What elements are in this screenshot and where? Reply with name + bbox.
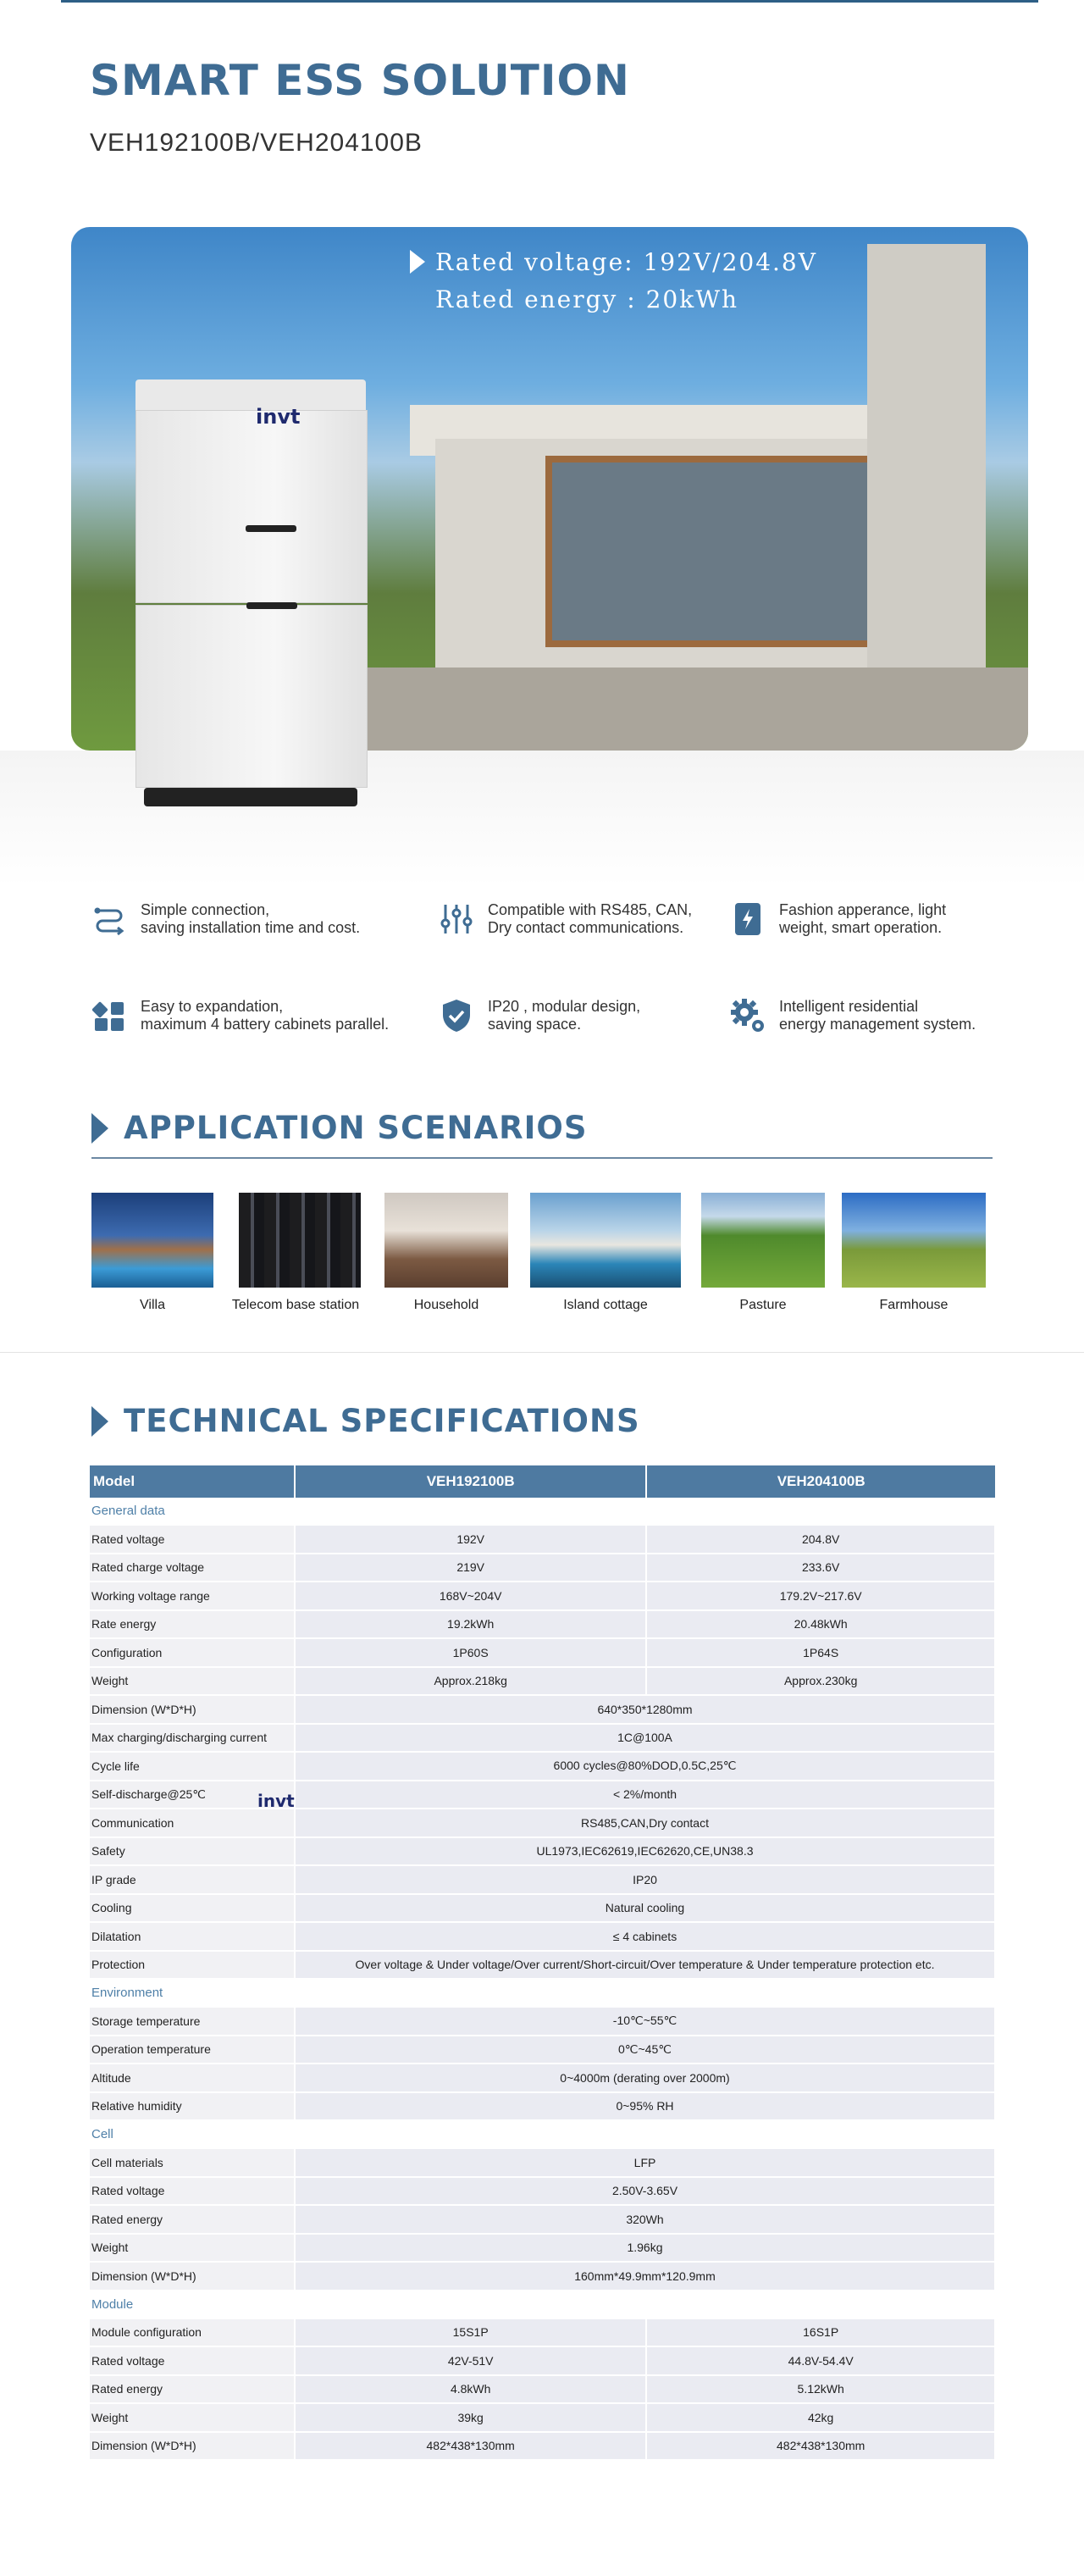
scenario-villa (91, 1193, 213, 1313)
shield-check-icon (439, 998, 474, 1033)
spec-row (90, 2403, 995, 2432)
feature-line2: weight, smart operation. (779, 919, 943, 936)
section-divider (0, 1352, 1084, 1353)
spec-group-label: Cell (90, 2120, 995, 2148)
scenario-farmhouse (842, 1193, 986, 1313)
spec-value: 1P64S (646, 1638, 995, 1667)
spec-value: 204.8V (646, 1525, 995, 1554)
spec-row (90, 1638, 995, 1667)
spec-param: Storage temperature (90, 2007, 295, 2036)
scenario-telecom (229, 1193, 362, 1313)
spec-row (90, 2205, 995, 2234)
spec-param: Configuration (90, 1638, 295, 1667)
spec-param: Dimension (W*D*H) (90, 2432, 295, 2461)
spec-header-row (90, 1465, 995, 1498)
feature-line1: Intelligent residential (779, 998, 919, 1015)
spec-row (90, 1525, 995, 1554)
spec-param: Cell materials (90, 2148, 295, 2177)
cabinet-upper-module (136, 410, 368, 603)
communication-icon (439, 901, 474, 937)
spec-row (90, 2234, 995, 2263)
feature-line2: Dry contact communications. (488, 919, 684, 936)
feature-communication (439, 901, 692, 937)
scenario-label: Pasture (739, 1298, 787, 1312)
spec-param: Cycle life (90, 1752, 295, 1781)
spec-param: Module configuration (90, 2318, 295, 2347)
feature-expansion (91, 998, 389, 1033)
spec-param: Rated energy (90, 2205, 295, 2234)
spec-value: 5.12kWh (646, 2375, 995, 2404)
spec-value: 15S1P (295, 2318, 646, 2347)
cabinet-lower-module (136, 605, 368, 788)
spec-value: ≤ 4 cabinets (295, 1922, 995, 1951)
spec-value: 482*438*130mm (646, 2432, 995, 2461)
spec-row (90, 1837, 995, 1866)
spec-row (90, 1752, 995, 1781)
spec-param: Rated energy (90, 2375, 295, 2404)
spec-group-row (90, 1498, 995, 1525)
spec-value: < 2%/month (295, 1781, 995, 1809)
specs-heading-text: TECHNICAL SPECIFICATIONS (124, 1403, 640, 1439)
spec-value: 1.96kg (295, 2234, 995, 2263)
feature-line2: saving space. (488, 1016, 582, 1033)
scenario-pasture (701, 1193, 825, 1313)
spec-row (90, 1894, 995, 1923)
feature-line2: maximum 4 battery cabinets parallel. (141, 1016, 390, 1033)
spec-value: 168V~204V (295, 1582, 646, 1610)
scenario-image (91, 1193, 213, 1288)
triangle-icon (91, 1113, 108, 1144)
spec-value: Natural cooling (295, 1894, 995, 1923)
spec-param: Rate energy (90, 1610, 295, 1639)
spec-value: LFP (295, 2148, 995, 2177)
scenario-image (701, 1193, 825, 1288)
feature-appearance (730, 901, 946, 937)
page-title: SMART ESS SOLUTION (90, 56, 630, 105)
feature-line2: saving installation time and cost. (141, 919, 361, 936)
spec-value: 192V (295, 1525, 646, 1554)
spec-value: RS485,CAN,Dry contact (295, 1809, 995, 1837)
spec-row (90, 2375, 995, 2404)
feature-line1: Fashion apperance, light (779, 901, 947, 918)
feature-line1: Easy to expandation, (141, 998, 284, 1015)
application-heading (91, 1110, 587, 1146)
spec-value: 20.48kWh (646, 1610, 995, 1639)
section-rule (91, 1157, 993, 1159)
spec-group-row (90, 1979, 995, 2007)
spec-row (90, 2148, 995, 2177)
cabinet-handle (246, 602, 297, 609)
spec-row (90, 1667, 995, 1696)
spec-group-row (90, 2120, 995, 2148)
spec-row (90, 1724, 995, 1753)
brand-logo (256, 405, 300, 429)
house-tower (867, 244, 986, 718)
spec-row (90, 2177, 995, 2206)
cabinet-top (136, 379, 366, 410)
spec-row (90, 2262, 995, 2291)
expansion-icon (91, 998, 127, 1033)
spec-value: -10℃~55℃ (295, 2007, 995, 2036)
scenario-label: Island cottage (563, 1298, 648, 1312)
spec-value: 219V (295, 1554, 646, 1582)
spec-value: 179.2V~217.6V (646, 1582, 995, 1610)
spec-value: 39kg (295, 2403, 646, 2432)
spec-row (90, 2432, 995, 2461)
scenario-image (530, 1193, 681, 1288)
spec-param: Cooling (90, 1894, 295, 1923)
brand-logo-text: invt (256, 405, 301, 429)
spec-value: 0~95% RH (295, 2092, 995, 2121)
spec-value: 640*350*1280mm (295, 1695, 995, 1724)
spec-param: Protection (90, 1951, 295, 1980)
spec-group-label: Environment (90, 1979, 995, 2007)
spec-value: 0~4000m (derating over 2000m) (295, 2064, 995, 2092)
spec-param: Working voltage range (90, 1582, 295, 1610)
spec-row (90, 1582, 995, 1610)
cabinet-base (144, 788, 357, 806)
spec-row (90, 2346, 995, 2375)
scenario-island-cottage (530, 1193, 681, 1313)
spec-value: Approx.218kg (295, 1667, 646, 1696)
spec-value: 19.2kWh (295, 1610, 646, 1639)
spec-row (90, 1922, 995, 1951)
spec-row (90, 1695, 995, 1724)
spec-group-row (90, 2291, 995, 2318)
top-rule (61, 0, 1038, 3)
spec-value: 233.6V (646, 1554, 995, 1582)
spec-row (90, 1610, 995, 1639)
scenario-label: Telecom base station (231, 1298, 360, 1312)
spec-param: Dimension (W*D*H) (90, 2262, 295, 2291)
spec-table (90, 1465, 996, 2461)
spec-param: Rated voltage (90, 2346, 295, 2375)
spec-row (90, 1865, 995, 1894)
battery-bolt-icon (730, 901, 766, 937)
cabinet-handle (246, 525, 296, 532)
spec-value: 160mm*49.9mm*120.9mm (295, 2262, 995, 2291)
scenario-image (239, 1193, 361, 1288)
spec-row (90, 1951, 995, 1980)
spec-group-label: Module (90, 2291, 995, 2318)
spec-param: Rated charge voltage (90, 1554, 295, 1582)
gear-icon (730, 998, 766, 1033)
feature-energy-management (730, 998, 976, 1033)
spec-row (90, 2092, 995, 2121)
spec-value: 0℃~45℃ (295, 2036, 995, 2064)
feature-line1: Compatible with RS485, CAN, (488, 901, 693, 918)
brand-logo-watermark (257, 1791, 295, 1811)
spec-row (90, 2064, 995, 2092)
spec-value: 16S1P (646, 2318, 995, 2347)
model-subtitle: VEH192100B/VEH204100B (90, 129, 423, 157)
hero-rated-voltage: Rated voltage: 192V/204.8V (435, 248, 817, 276)
scenario-image (384, 1193, 508, 1288)
spec-row (90, 2318, 995, 2347)
hero-rated-energy: Rated energy : 20kWh (435, 285, 739, 313)
spec-value: 1C@100A (295, 1724, 995, 1753)
feature-line1: Simple connection, (141, 901, 270, 918)
house-window (545, 456, 881, 647)
spec-param: Operation temperature (90, 2036, 295, 2064)
spec-param: Rated voltage (90, 2177, 295, 2206)
specs-heading (91, 1403, 640, 1439)
spec-row (90, 1809, 995, 1837)
spec-value: 4.8kWh (295, 2375, 646, 2404)
spec-row (90, 2036, 995, 2064)
spec-header-veh192100b: VEH192100B (295, 1465, 646, 1498)
triangle-icon (91, 1406, 108, 1437)
spec-value: 482*438*130mm (295, 2432, 646, 2461)
spec-param: Dimension (W*D*H) (90, 1695, 295, 1724)
spec-value: 2.50V-3.65V (295, 2177, 995, 2206)
spec-param: Relative humidity (90, 2092, 295, 2121)
spec-value: Over voltage & Under voltage/Over current/Short-circuit/Over temperature & Under temperature protection etc. (295, 1951, 995, 1980)
spec-param: Weight (90, 2403, 295, 2432)
battery-cabinet-image (136, 379, 366, 796)
spec-param: Weight (90, 1667, 295, 1696)
spec-value: 320Wh (295, 2205, 995, 2234)
spec-param: Altitude (90, 2064, 295, 2092)
brand-logo-text: invt (257, 1791, 295, 1811)
feature-line2: energy management system. (779, 1016, 976, 1033)
spec-param: Rated voltage (90, 1525, 295, 1554)
scenario-label: Farmhouse (879, 1298, 948, 1312)
spec-param: Self-discharge@25℃ (90, 1781, 295, 1809)
spec-value: 42V-51V (295, 2346, 646, 2375)
spec-row (90, 1554, 995, 1582)
spec-param: Communication (90, 1809, 295, 1837)
spec-param: Weight (90, 2234, 295, 2263)
spec-value: Approx.230kg (646, 1667, 995, 1696)
spec-group-label: General data (90, 1498, 995, 1525)
scenario-household (384, 1193, 508, 1313)
spec-param: Dilatation (90, 1922, 295, 1951)
spec-header-model: Model (90, 1465, 295, 1498)
application-heading-text: APPLICATION SCENARIOS (124, 1110, 588, 1146)
house-deck (368, 668, 1028, 751)
spec-param: Safety (90, 1837, 295, 1866)
spec-header-veh204100b: VEH204100B (646, 1465, 995, 1498)
scenario-label: Villa (140, 1298, 165, 1312)
spec-value: 1P60S (295, 1638, 646, 1667)
spec-param: Max charging/discharging current (90, 1724, 295, 1753)
feature-ip20 (439, 998, 640, 1033)
spec-row (90, 2007, 995, 2036)
spec-value: IP20 (295, 1865, 995, 1894)
triangle-icon (410, 250, 425, 274)
spec-param: IP grade (90, 1865, 295, 1894)
hero-caption (410, 244, 817, 319)
spec-row (90, 1781, 995, 1809)
spec-value: 42kg (646, 2403, 995, 2432)
spec-value: 6000 cycles@80%DOD,0.5C,25℃ (295, 1752, 995, 1781)
feature-connection (91, 901, 360, 937)
scenario-image (842, 1193, 986, 1288)
feature-line1: IP20 , modular design, (488, 998, 641, 1015)
spec-value: 44.8V-54.4V (646, 2346, 995, 2375)
scenario-label: Household (413, 1298, 479, 1312)
connection-icon (91, 901, 127, 937)
spec-value: UL1973,IEC62619,IEC62620,CE,UN38.3 (295, 1837, 995, 1866)
